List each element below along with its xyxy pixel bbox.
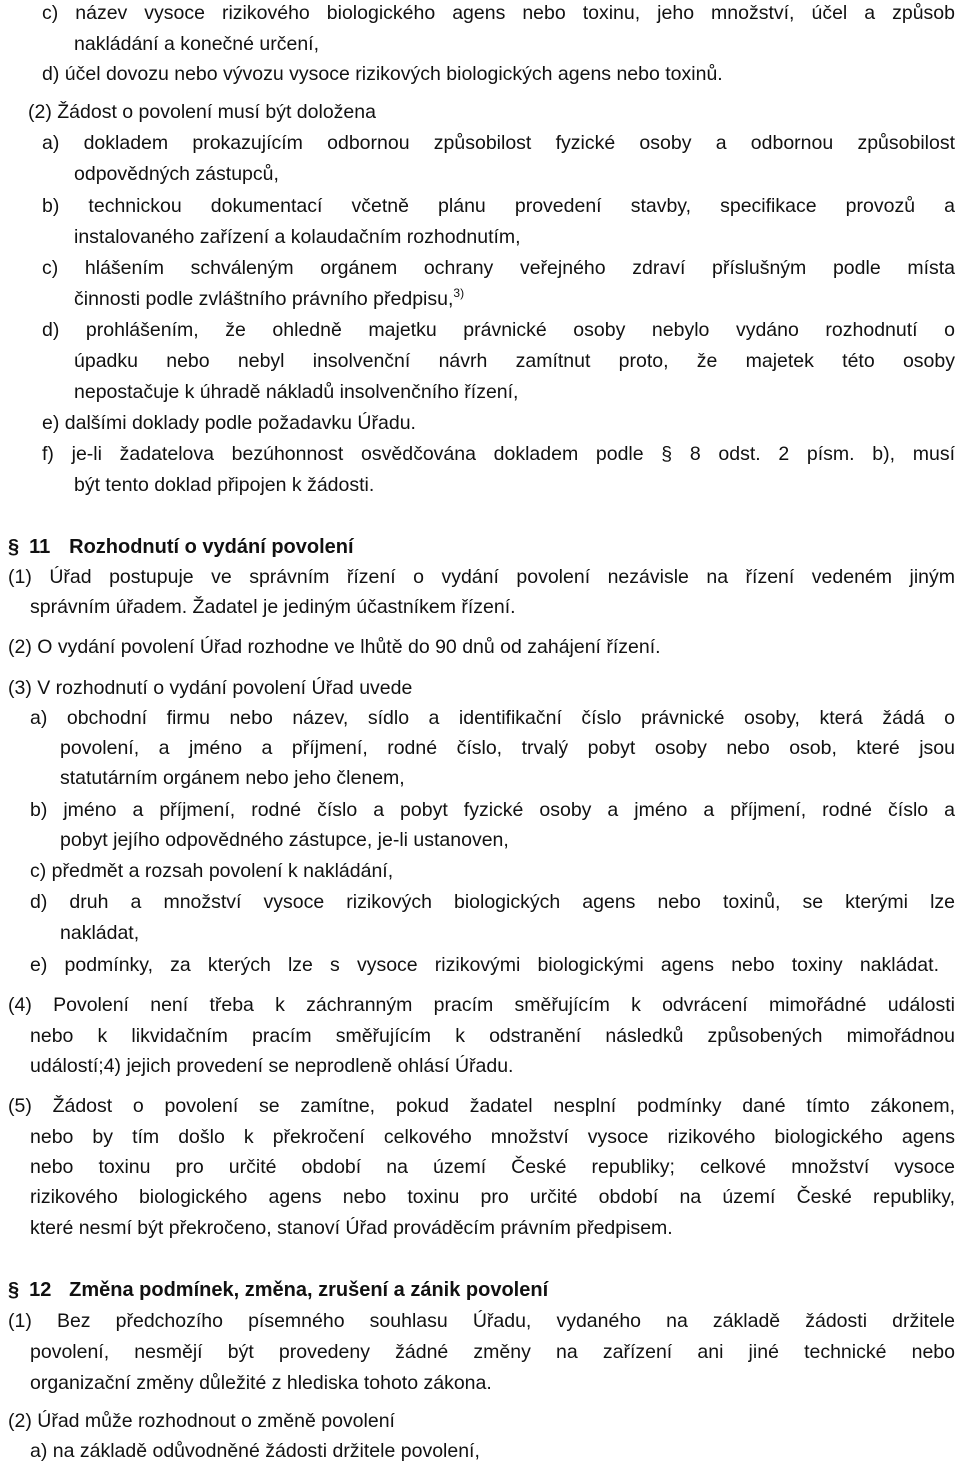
- text-line: nebo by tím došlo k překročení celkového množství vysoce rizikového biologického agens: [30, 1126, 955, 1148]
- text-line: nakládání a konečné určení,: [74, 33, 320, 55]
- text-line: nebo k likvidačním pracím směřujícím k odstranění následků způsobených mimořádnou: [30, 1025, 955, 1047]
- text-line: a) na základě odůvodněné žádosti držitele povolení,: [30, 1440, 480, 1462]
- text-line: rizikového biologického agens nebo toxinu pro určité období na území České republiky,: [30, 1186, 955, 1208]
- text-line: c) hlášením schváleným orgánem ochrany veřejného zdraví příslušným podle místa: [42, 257, 955, 279]
- text-line: pobyt jejího odpovědného zástupce, je-li ustanoven,: [60, 829, 509, 851]
- section-title: Rozhodnutí o vydání povolení: [69, 536, 354, 558]
- text-line: b) technickou dokumentací včetně plánu provedení stavby, specifikace provozů a: [42, 195, 955, 217]
- text-line: (2) Úřad může rozhodnout o změně povolení: [8, 1410, 395, 1432]
- text-line: a) obchodní firmu nebo název, sídlo a identifikační číslo právnické osoby, která žádá o: [30, 707, 955, 729]
- section-heading: [8, 1275, 548, 1305]
- section-sign: §: [8, 536, 20, 558]
- text-line: e) dalšími doklady podle požadavku Úřadu.: [42, 412, 416, 434]
- text-line: d) druh a množství vysoce rizikových biologických agens nebo toxinů, se kterými lze: [30, 891, 955, 913]
- section-heading: [8, 532, 354, 562]
- text-line: událostí;4) jejich provedení se neprodleně ohlásí Úřadu.: [30, 1055, 514, 1077]
- text-line: f) je-li žadatelova bezúhonnost osvědčována dokladem podle § 8 odst. 2 písm. b), musí: [42, 443, 955, 465]
- text-line: statutárním orgánem nebo jeho členem,: [60, 767, 405, 789]
- text-line: odpovědných zástupců,: [74, 163, 279, 185]
- section-number: 12: [29, 1279, 52, 1301]
- text-line: úpadku nebo nebyl insolvenční návrh zamítnut proto, že majetek této osoby: [74, 350, 955, 372]
- text-line: povolení, nesmějí být provedeny žádné změny na zařízení ani jiné technické nebo: [30, 1341, 955, 1363]
- text-line: b) jméno a příjmení, rodné číslo a pobyt fyzické osoby a jméno a příjmení, rodné číslo a: [30, 799, 955, 821]
- section-sign: §: [8, 1279, 20, 1301]
- text-line: nepostačuje k úhradě nákladů insolvenčního řízení,: [74, 381, 519, 403]
- text-line: (3) V rozhodnutí o vydání povolení Úřad uvede: [8, 677, 413, 699]
- footnote-ref: 3): [453, 286, 465, 300]
- text-line: které nesmí být překročeno, stanoví Úřad prováděcím právním předpisem.: [30, 1217, 673, 1239]
- text-line: (2) Žádost o povolení musí být doložena: [28, 101, 376, 123]
- text-line: d) účel dovozu nebo vývozu vysoce rizikových biologických agens nebo toxinů.: [42, 63, 723, 85]
- text-line: nakládat,: [60, 922, 140, 944]
- text-line: c) název vysoce rizikového biologického agens nebo toxinu, jeho množství, účel a způsob: [42, 2, 955, 24]
- text-line: organizační změny důležité z hlediska tohoto zákona.: [30, 1372, 492, 1394]
- text-line: nebo toxinu pro určité období na území České republiky; celkové množství vysoce: [30, 1156, 955, 1178]
- text-line: instalovaného zařízení a kolaudačním rozhodnutím,: [74, 226, 521, 248]
- text-line: povolení, a jméno a příjmení, rodné číslo, trvalý pobyt osoby nebo osob, které jsou: [60, 737, 955, 759]
- text-line: (1) Bez předchozího písemného souhlasu Úřadu, vydaného na základě žádosti držitele: [8, 1310, 955, 1332]
- text-line: [74, 284, 464, 314]
- text-line: e) podmínky, za kterých lze s vysoce rizikovými biologickými agens nebo toxiny nakládat.: [30, 954, 939, 976]
- text-line: d) prohlášením, že ohledně majetku právnické osoby nebylo vydáno rozhodnutí o: [42, 319, 955, 341]
- text-line: (2) O vydání povolení Úřad rozhodne ve lhůtě do 90 dnů od zahájení řízení.: [8, 636, 661, 658]
- section-number: 11: [29, 536, 51, 558]
- section-title: Změna podmínek, změna, zrušení a zánik povolení: [69, 1279, 549, 1301]
- text-line: správním úřadem. Žadatel je jediným účastníkem řízení.: [30, 596, 516, 618]
- text-line: c) předmět a rozsah povolení k nakládání,: [30, 860, 394, 882]
- text-line: (4) Povolení není třeba k záchranným pracím směřujícím k odvrácení mimořádné události: [8, 994, 955, 1016]
- text-line: a) dokladem prokazujícím odbornou způsobilost fyzické osoby a odbornou způsobilost: [42, 132, 955, 154]
- text-line: (1) Úřad postupuje ve správním řízení o vydání povolení nezávisle na řízení vedeném jiným: [8, 566, 955, 588]
- text-line-content: činnosti podle zvláštního právního předpisu,: [74, 288, 454, 310]
- text-line: (5) Žádost o povolení se zamítne, pokud žadatel nesplní podmínky dané tímto zákonem,: [8, 1095, 955, 1117]
- text-line: být tento doklad připojen k žádosti.: [74, 474, 375, 496]
